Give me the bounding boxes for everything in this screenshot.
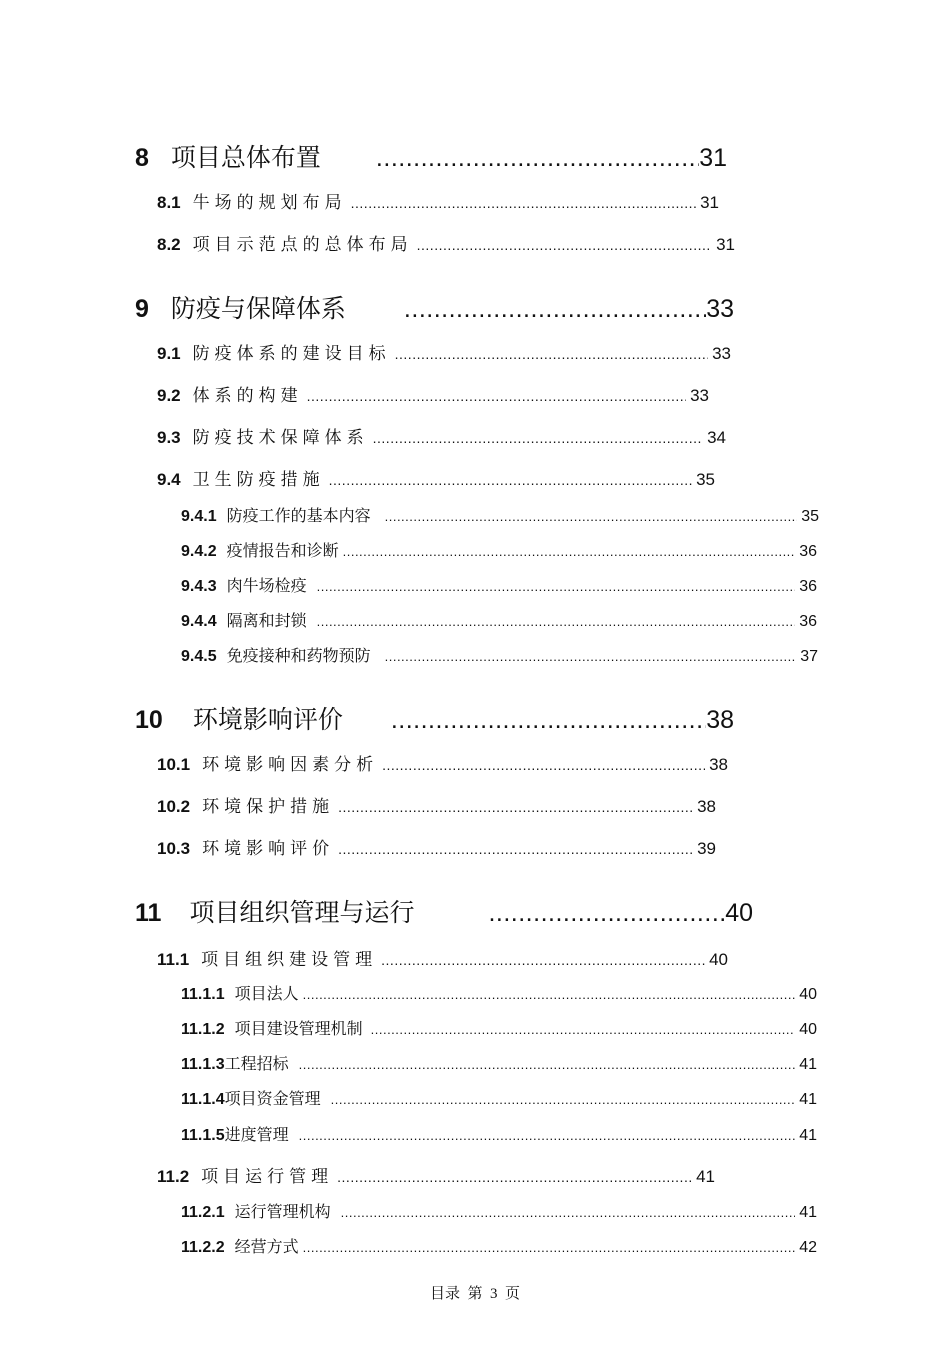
page-footer: 目录 第 3 页 [429,1286,520,1302]
toc-entry-9-4-1[interactable] [181,503,819,526]
toc-number: 9 [135,295,149,323]
dot-leader [373,430,703,446]
dot-leader [371,1022,796,1037]
dot-leader [338,841,693,857]
toc-number: 10.2 [157,797,191,816]
toc-page-number: 41 [696,1167,715,1186]
toc-number: 9.2 [157,386,181,405]
toc-number: 11.2.1 [181,1204,225,1221]
toc-title: 项目组织管理与运行 [189,899,415,927]
toc-entry-11-2-2[interactable] [181,1234,817,1257]
toc-title: 项目运行管理 [201,1167,334,1186]
dot-leader [337,1169,692,1185]
dot-leader [381,952,705,968]
toc-title: 防疫体系的建设目标 [192,344,391,363]
toc-entry-10-1[interactable] [157,750,728,775]
toc-entry-9-1[interactable] [157,339,731,364]
dot-leader [385,649,797,664]
toc-entry-11-1-1[interactable] [181,981,817,1004]
toc-title: 环境影响评价 [202,839,335,858]
toc-entry-9-4-4[interactable] [181,608,817,631]
toc-title: 环境影响因素分析 [202,755,379,774]
toc-page-number: 40 [799,1021,817,1038]
toc-entry-ch10[interactable] [135,700,734,734]
toc-title: 项目资金管理 [224,1091,321,1108]
toc-page-number: 33 [690,386,709,405]
toc-page-number: 41 [799,1056,817,1073]
dot-leader [417,237,712,253]
toc-title: 环境影响评价 [192,706,343,734]
toc-entry-9-4[interactable] [157,465,715,490]
toc-title: 运行管理机构 [234,1204,331,1221]
toc-number: 9.4.5 [181,648,217,665]
dot-leader [307,388,686,404]
toc-title: 肉牛场检疫 [226,578,307,595]
toc-number: 11.2.2 [181,1239,225,1256]
dot-leader [351,195,696,211]
toc-title: 卫生防疫措施 [192,470,325,489]
toc-entry-ch9[interactable] [135,289,734,323]
toc-page-number: 42 [799,1239,817,1256]
toc-title: 体系的构建 [192,386,303,405]
toc-page-number: 37 [800,648,818,665]
toc-title: 防疫与保障体系 [170,295,346,323]
toc-page-number: 31 [716,235,735,254]
toc-page-number: 35 [696,470,715,489]
toc-entry-11-1[interactable] [157,945,728,970]
toc-page-number: 40 [725,899,753,927]
toc-entry-11-2[interactable] [157,1162,715,1187]
toc-page-number: 31 [700,193,719,212]
dot-leader [343,544,796,559]
toc-page-number: 36 [799,613,817,630]
toc-number: 11.2 [157,1167,190,1186]
toc-number: 9.1 [157,344,181,363]
toc-number: 9.4 [157,470,181,489]
toc-page-number: 31 [699,144,727,172]
dot-leader [395,346,708,362]
toc-page-number: 41 [799,1204,817,1221]
toc-page-number: 39 [697,839,716,858]
toc-page-number: 33 [706,295,734,323]
toc-entry-9-4-2[interactable] [181,538,817,561]
toc-number: 9.4.3 [181,578,217,595]
dot-leader [303,1240,796,1255]
dot-leader [376,144,699,173]
toc-page-number: 41 [799,1127,817,1144]
toc-entry-11-2-1[interactable] [181,1199,817,1222]
toc-number: 8 [135,144,149,172]
toc-title: 项目示范点的总体布局 [192,235,413,254]
toc-number: 9.4.4 [181,613,217,630]
toc-title: 项目法人 [234,986,299,1003]
toc-page-number: 33 [712,344,731,363]
toc-entry-10-3[interactable] [157,834,716,859]
toc-title: 防疫技术保障体系 [192,428,369,447]
toc-page-number: 36 [799,578,817,595]
toc-page-number: 38 [706,706,734,734]
toc-page-number: 38 [709,755,728,774]
toc-entry-9-4-3[interactable] [181,573,817,596]
dot-leader [299,1057,796,1072]
toc-number: 9.4.1 [181,508,217,525]
toc-number: 11.1.1 [181,986,225,1003]
toc-page-number: 35 [801,508,819,525]
dot-leader [488,899,725,928]
toc-entry-11-1-4[interactable] [181,1086,817,1109]
toc-page-number: 41 [799,1091,817,1108]
toc-number: 10.1 [157,755,191,774]
toc-title: 隔离和封锁 [226,613,307,630]
toc-number: 11.1.5 [181,1127,225,1144]
dot-leader [299,1128,796,1143]
toc-title: 牛场的规划布局 [192,193,347,212]
toc-entry-9-4-5[interactable] [181,643,818,666]
toc-number: 11.1 [157,950,190,969]
toc-entry-ch8[interactable] [135,138,727,172]
toc-title: 环境保护措施 [202,797,335,816]
toc-title: 疫情报告和诊断 [226,543,339,560]
toc-number: 10.3 [157,839,191,858]
toc-number: 8.1 [157,193,181,212]
toc-number: 11.1.3 [181,1056,225,1073]
toc-number: 11.1.2 [181,1021,225,1038]
toc-number: 9.4.2 [181,543,217,560]
toc-entry-ch11[interactable] [135,893,753,927]
toc-page-number: 36 [799,543,817,560]
toc-number: 10 [135,706,163,734]
toc-number: 9.3 [157,428,181,447]
dot-leader [317,579,796,594]
toc-title: 防疫工作的基本内容 [226,508,371,525]
toc-entry-9-2[interactable] [157,381,709,406]
toc-title: 项目组织建设管理 [201,950,378,969]
toc-entry-11-1-3[interactable] [181,1051,817,1074]
dot-leader [341,1205,796,1220]
toc-page-number: 40 [799,986,817,1003]
toc-page-number: 38 [697,797,716,816]
dot-leader [317,614,796,629]
toc-entry-9-3[interactable] [157,423,726,448]
toc-page-number: 40 [709,950,728,969]
toc-number: 11 [135,899,162,927]
dot-leader [303,987,796,1002]
dot-leader [329,472,692,488]
dot-leader [404,295,706,324]
toc-title: 项目总体布置 [170,144,321,172]
toc-number: 8.2 [157,235,181,254]
toc-title: 免疫接种和药物预防 [226,648,371,665]
toc-entry-11-1-5[interactable] [181,1122,817,1145]
toc-number: 11.1.4 [181,1091,225,1108]
dot-leader [331,1092,796,1107]
toc-title: 工程招标 [224,1056,289,1073]
dot-leader [338,799,693,815]
toc-title: 进度管理 [224,1127,289,1144]
toc-entry-10-2[interactable] [157,792,716,817]
toc-entry-11-1-2[interactable] [181,1016,817,1039]
toc-entry-8-1[interactable] [157,188,719,213]
toc-title: 经营方式 [234,1239,299,1256]
dot-leader [385,509,798,524]
dot-leader [382,757,705,773]
toc-page-number: 34 [707,428,726,447]
toc-entry-8-2[interactable] [157,230,735,255]
dot-leader [391,706,706,735]
toc-title: 项目建设管理机制 [234,1021,363,1038]
